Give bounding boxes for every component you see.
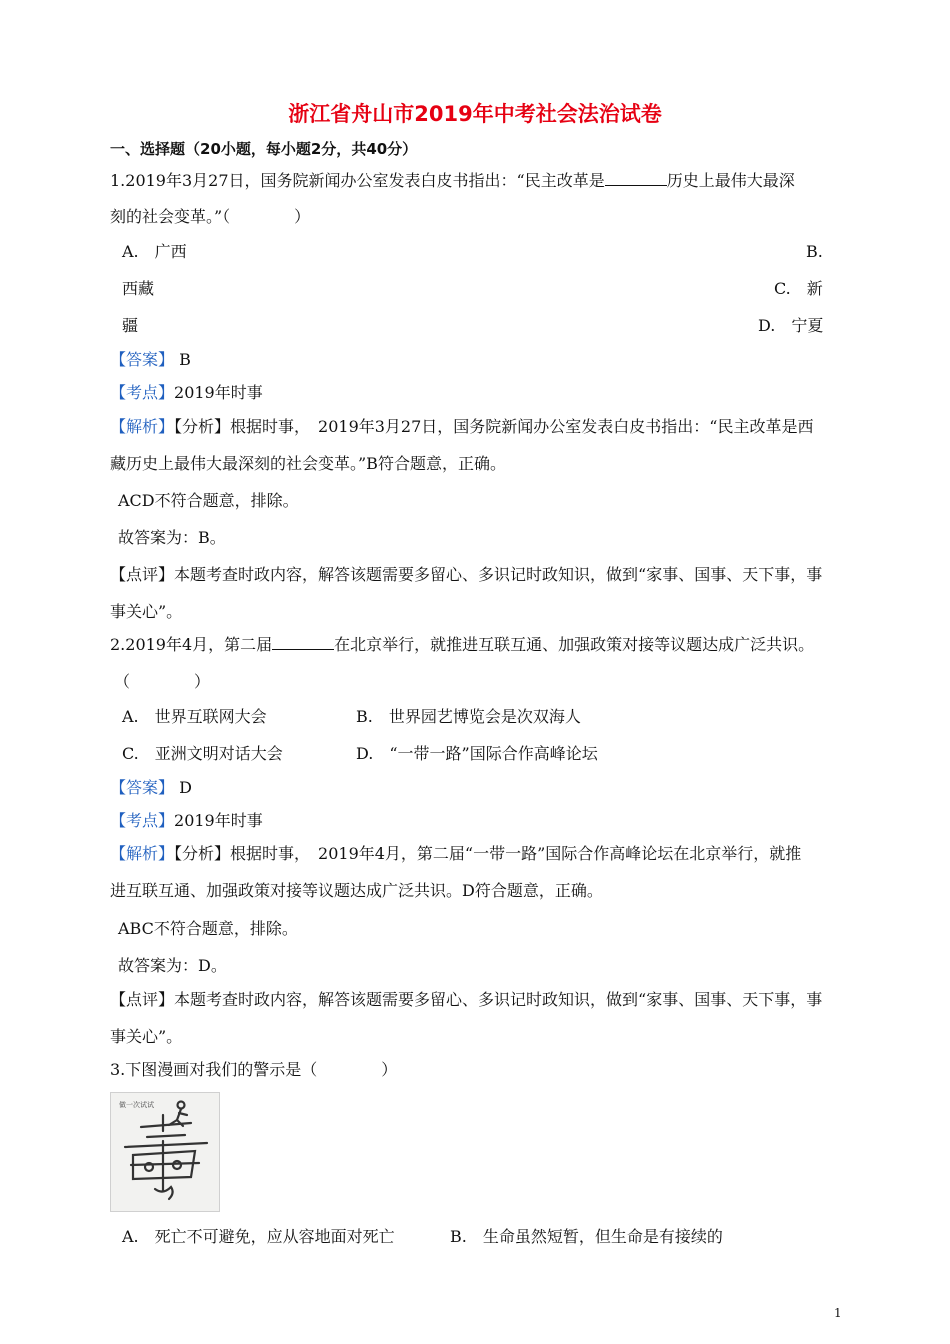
- q2-option-d: D. “一带一路”国际合作高峰论坛: [356, 744, 598, 763]
- q2-kaodian: [110, 810, 263, 832]
- q2-jiexi-line3: ABC不符合题意，排除。: [118, 919, 298, 938]
- q1-jiexi-line4: 故答案为：B。: [118, 528, 226, 547]
- q1-answer-value: B: [174, 350, 191, 369]
- q2-answer-value: D: [174, 778, 192, 797]
- q1-answer: [110, 349, 191, 371]
- q2-dianping-line2: 事关心”。: [110, 1027, 183, 1046]
- q2-stem-part2: 在北京举行，就推进互联互通、加强政策对接等议题达成广泛共识。: [334, 635, 815, 654]
- kaodian-label: 【考点】: [110, 811, 175, 830]
- section-heading: 一、选择题（20小题，每小题2分，共40分）: [110, 140, 418, 158]
- q2-dianping-text1: 本题考查时政内容，解答该题需要多留心、多识记时政知识，做到“家事、国事、天下事，事: [174, 990, 823, 1009]
- q2-jiexi-text1: 根据时事， 2019年4月，第二届“一带一路”国际合作高峰论坛在北京举行，就推: [230, 844, 802, 863]
- jiexi-label: 【解析】: [110, 417, 175, 436]
- q1-jiexi-text1: 根据时事， 2019年3月27日，国务院新闻办公室发表白皮书指出：“民主改革是西: [230, 417, 814, 436]
- q3-option-b: B. 生命虽然短暂，但生命是有接续的: [450, 1227, 723, 1246]
- q2-dianping-line1: [110, 989, 822, 1011]
- q2-jiexi-line4: 故答案为：D。: [118, 956, 227, 975]
- q2-option-a: A. 世界互联网大会: [122, 707, 267, 726]
- comic-drawing: [111, 1093, 219, 1211]
- q2-option-c: C. 亚洲文明对话大会: [122, 744, 283, 763]
- q1-dianping-text1: 本题考查时政内容，解答该题需要多留心、多识记时政知识，做到“家事、国事、天下事，事: [174, 565, 823, 584]
- q1-dianping-line2: 事关心”。: [110, 602, 183, 621]
- q1-dianping-line1: [110, 564, 822, 586]
- q1-stem-part2: 历史上最伟大最深: [666, 171, 795, 190]
- q2-jiexi-line2: 进互联互通、加强政策对接等议题达成广泛共识。D符合题意，正确。: [110, 881, 603, 900]
- q1-stem-line2: 刻的社会变革。”（ ）: [110, 207, 311, 226]
- comic-caption: 做一次试试: [119, 1101, 154, 1109]
- q2-stem-part1: 2.2019年4月，第二届: [110, 635, 273, 654]
- page-title: 浙江省舟山市2019年中考社会法治试卷: [288, 102, 662, 126]
- q1-option-d: D. 宁夏: [758, 316, 824, 335]
- q1-option-c-text: 疆: [122, 316, 139, 335]
- q2-stem-line1: [110, 634, 814, 656]
- fenxi-label: 【分析】: [174, 844, 231, 863]
- q2-blank: [272, 635, 334, 650]
- q2-stem-line2: （ ）: [114, 672, 211, 691]
- q1-option-b-text: 西藏: [122, 279, 155, 298]
- answer-label: 【答案】: [110, 778, 175, 797]
- q3-stem: 3.下图漫画对我们的警示是（ ）: [110, 1060, 398, 1079]
- q3-comic-image: [110, 1092, 220, 1212]
- q1-stem-line1: [110, 170, 795, 192]
- dianping-label: 【点评】: [110, 990, 175, 1009]
- fenxi-label: 【分析】: [174, 417, 231, 436]
- q3-option-a: A. 死亡不可避免，应从容地面对死亡: [122, 1227, 395, 1246]
- q1-option-b-label: B.: [806, 242, 823, 261]
- jiexi-label: 【解析】: [110, 844, 175, 863]
- q2-jiexi-line1: [110, 843, 801, 865]
- q1-kaodian: [110, 382, 263, 404]
- dianping-label: 【点评】: [110, 565, 175, 584]
- q2-option-b: B. 世界园艺博览会是次双海人: [356, 707, 581, 726]
- q1-option-a: A. 广西: [122, 242, 187, 261]
- q1-jiexi-line2: 藏历史上最伟大最深刻的社会变革。”B符合题意，正确。: [110, 454, 506, 473]
- q1-blank: [605, 171, 667, 186]
- answer-label: 【答案】: [110, 350, 175, 369]
- q1-stem-part1: 1.2019年3月27日，国务院新闻办公室发表白皮书指出：“民主改革是: [110, 171, 605, 190]
- q1-kaodian-value: 2019年时事: [174, 383, 263, 402]
- q1-jiexi-line3: ACD不符合题意，排除。: [118, 491, 299, 510]
- q1-jiexi-line1: [110, 416, 813, 438]
- page-number: 1: [834, 1306, 842, 1320]
- q2-kaodian-value: 2019年时事: [174, 811, 263, 830]
- q1-option-c-label: C. 新: [774, 279, 823, 298]
- kaodian-label: 【考点】: [110, 383, 175, 402]
- q2-answer: [110, 777, 192, 799]
